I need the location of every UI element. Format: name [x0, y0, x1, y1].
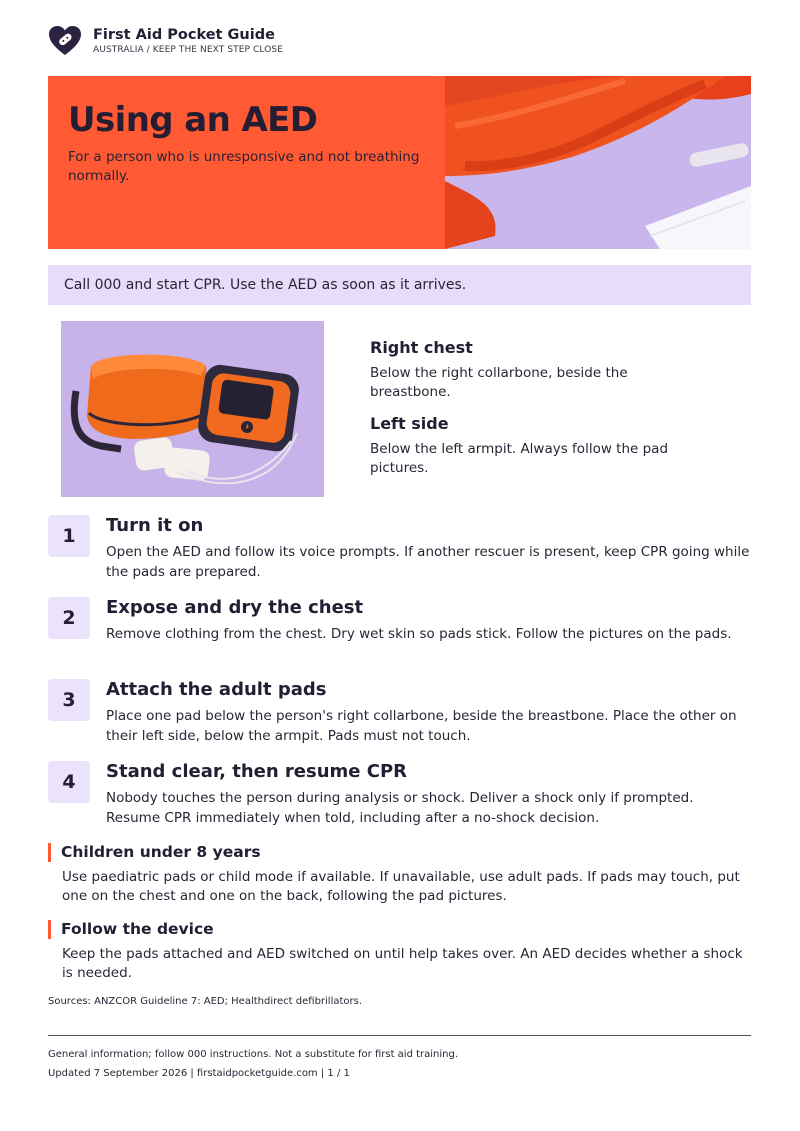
step-text: Place one pad below the person's right collarbone, beside the breastbone. Place the other on their left side, below the armpit. Pads must not touch.	[106, 708, 737, 744]
accent-bar	[48, 920, 51, 939]
step-number: 3	[48, 679, 90, 721]
note-text: Use paediatric pads or child mode if available. If unavailable, use adult pads. If pads may touch, put one on the chest and one on the back, following the pad pictures.	[62, 869, 740, 904]
step-text: Nobody touches the person during analysis or shock. Deliver a shock only if prompted. Resume CPR immediately when told, including after a no-shock decision.	[106, 790, 694, 826]
step-title: Turn it on	[106, 515, 204, 536]
step-text: Remove clothing from the chest. Dry wet skin so pads stick. Follow the pictures on the pads.	[106, 626, 732, 642]
aed-photo-illustration	[61, 321, 324, 497]
brand-name: First Aid Pocket Guide	[93, 26, 275, 43]
note-title-wrap	[48, 919, 751, 939]
footer-meta: Updated 7 September 2026 | firstaidpocketguide.com | 1 / 1	[48, 1068, 350, 1079]
step-title: Expose and dry the chest	[106, 597, 364, 618]
note-title-wrap	[48, 842, 751, 862]
step-number: 2	[48, 597, 90, 639]
step-item	[48, 760, 751, 842]
note-title: Follow the device	[61, 920, 214, 938]
page-subtitle: For a person who is unresponsive and not breathing normally.	[68, 149, 420, 184]
note-children	[48, 842, 751, 906]
sources-line: Sources: ANZCOR Guideline 7: AED; Healthdirect defibrillators.	[48, 996, 363, 1007]
page-title: Using an AED	[68, 100, 318, 140]
aed-steps-list	[48, 514, 751, 842]
step-title: Stand clear, then resume CPR	[106, 761, 408, 782]
note-text: Keep the pads attached and AED switched on until help takes over. An AED decides whether a shock is needed.	[62, 946, 743, 981]
brand-header	[48, 24, 283, 58]
step-item	[48, 514, 751, 596]
note-title: Children under 8 years	[61, 843, 261, 861]
step-title: Attach the adult pads	[106, 679, 327, 700]
brand-tagline: AUSTRALIA / KEEP THE NEXT STEP CLOSE	[93, 44, 283, 55]
step-item	[48, 678, 751, 760]
step-number: 4	[48, 761, 90, 803]
pad-placement-left-side	[370, 414, 710, 478]
note-follow-device	[48, 919, 751, 983]
step-number: 1	[48, 515, 90, 557]
footer-disclaimer: General information; follow 000 instructions. Not a substitute for first aid training.	[48, 1049, 459, 1060]
hero-text-panel	[48, 76, 445, 249]
hero-photo-illustration	[445, 76, 751, 249]
footer-divider	[48, 1035, 751, 1036]
step-item	[48, 596, 751, 678]
aed-device-with-pads-photo	[61, 321, 324, 497]
pad-placement	[370, 338, 710, 478]
step-text: Open the AED and follow its voice prompts. If another rescuer is present, keep CPR going while the pads are prepared.	[106, 544, 750, 580]
pad-placement-title: Right chest	[370, 338, 473, 357]
pad-placement-text: Below the left armpit. Always follow the pad pictures.	[370, 441, 669, 476]
orange-bag-strap-photo	[445, 76, 751, 249]
call-000-callout: Call 000 and start CPR. Use the AED as soon as it arrives.	[48, 265, 751, 305]
pad-placement-right-chest	[370, 338, 710, 402]
hero-banner	[48, 76, 751, 249]
heart-bandage-icon	[48, 24, 82, 58]
accent-bar	[48, 843, 51, 862]
pad-placement-title: Left side	[370, 414, 449, 433]
pad-placement-text: Below the right collarbone, beside the breastbone.	[370, 365, 628, 400]
